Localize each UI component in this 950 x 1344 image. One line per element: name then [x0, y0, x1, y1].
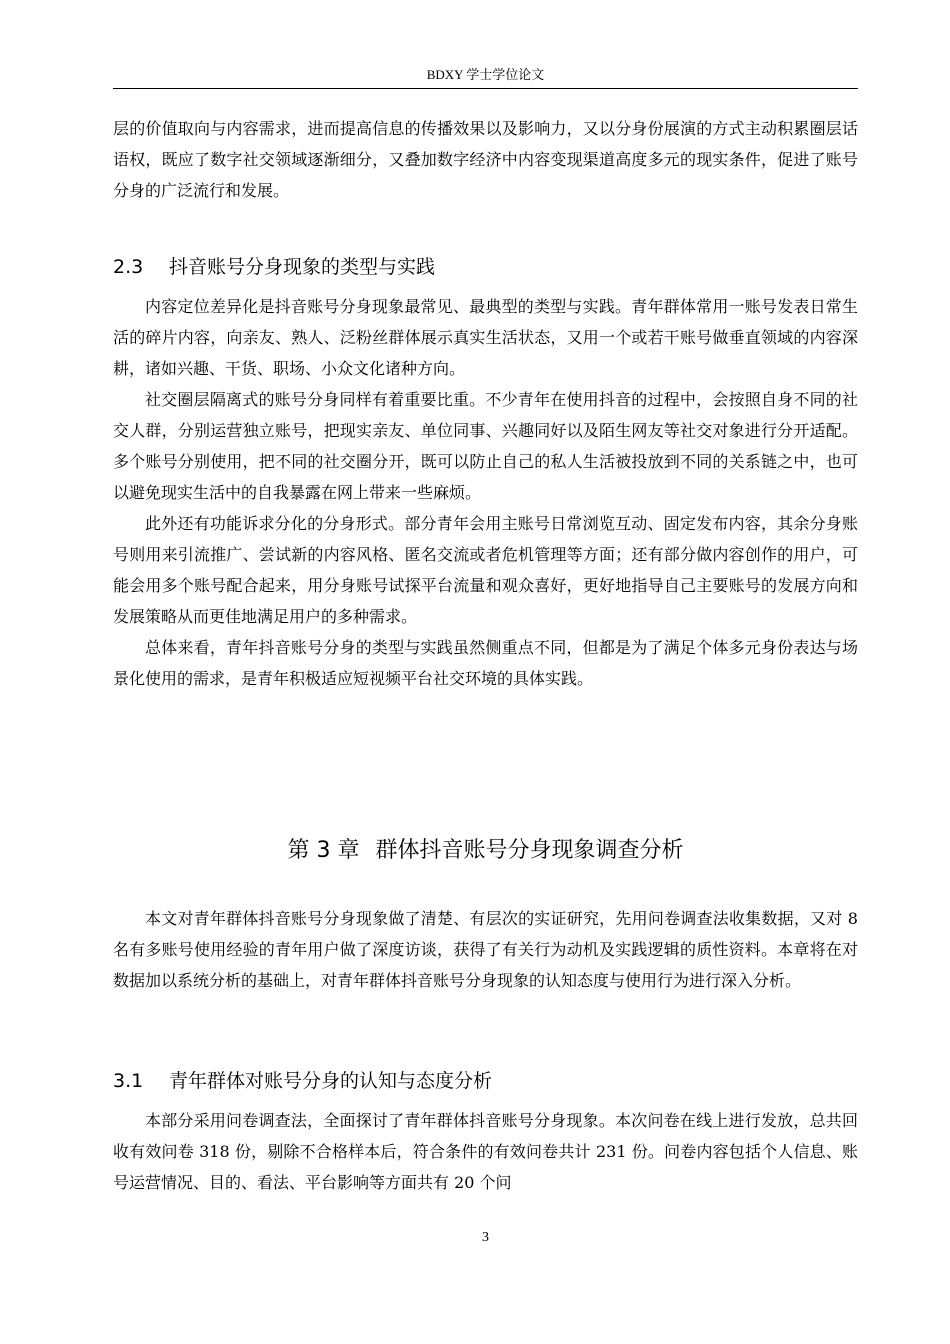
- section-heading-3-1: [113, 1068, 492, 1094]
- running-header: BDXY 学士学位论文: [426, 67, 545, 82]
- chapter-title: 群体抖音账号分身现象调查分析: [375, 838, 684, 863]
- chapter-heading: [113, 836, 858, 866]
- header-rule: [113, 88, 858, 89]
- section-heading-2-3: [113, 254, 435, 280]
- section-number: 2.3: [113, 256, 144, 278]
- paragraph: 内容定位差异化是抖音账号分身现象最常见、最典型的类型与实践。青年群体常用一账号发表日常生活的碎片内容，向亲友、熟人、泛粉丝群体展示真实生活状态，又用一个或若干账号做垂直领域的内容深耕，诸如兴趣、干货、职场、小众文化诸种方向。: [113, 297, 858, 378]
- page-number: 3: [482, 1230, 489, 1245]
- paragraph: 社交圈层隔离式的账号分身同样有着重要比重。不少青年在使用抖音的过程中，会按照自身不同的社交人群，分别运营独立账号，把现实亲友、单位同事、兴趣同好以及陌生网友等社交对象进行分开适配。多个账号分别使用，把不同的社交圈分开，既可以防止自己的私人生活被投放到不同的关系链之中，也可以避免现实生活中的自我暴露在网上带来一些麻烦。: [113, 390, 858, 502]
- intro-continuation-block: [113, 113, 858, 206]
- paragraph: 总体来看，青年抖音账号分身的类型与实践虽然侧重点不同，但都是为了满足个体多元身份表达与场景化使用的需求，是青年积极适应短视频平台社交环境的具体实践。: [113, 638, 858, 688]
- paragraph: 本部分采用问卷调查法，全面探讨了青年群体抖音账号分身现象。本次问卷在线上进行发放，总共回收有效问卷 318 份，剔除不合格样本后，符合条件的有效问卷共计 231 份。问卷内容包括个人信息、账号运营情况、目的、看法、平台影响等方面共有 20 个问: [113, 1111, 858, 1192]
- section-number: 3.1: [113, 1070, 144, 1092]
- section-title: 青年群体对账号分身的认知与态度分析: [169, 1070, 493, 1092]
- paragraph: 此外还有功能诉求分化的分身形式。部分青年会用主账号日常浏览互动、固定发布内容，其余分身账号则用来引流推广、尝试新的内容风格、匿名交流或者危机管理等方面；还有部分做内容创作的用户，可能会用多个账号配合起来，用分身账号试探平台流量和观众喜好，更好地指导自己主要账号的发展方向和发展策略从而更佳地满足用户的多种需求。: [113, 514, 858, 626]
- paragraph: 本文对青年群体抖音账号分身现象做了清楚、有层次的实证研究，先用问卷调查法收集数据，又对 8 名有多账号使用经验的青年用户做了深度访谈，获得了有关行为动机及实践逻辑的质性资料。本章将在对数据加以系统分析的基础上，对青年群体抖音账号分身现象的认知态度与使用行为进行深入分析。: [113, 909, 858, 990]
- section-3-1-body: [113, 1105, 858, 1198]
- section-2-3-body: [113, 291, 858, 694]
- section-title: 抖音账号分身现象的类型与实践: [169, 256, 436, 278]
- chapter-number: 第 3 章: [287, 838, 360, 863]
- chapter-3-intro: [113, 903, 858, 996]
- paragraph: 层的价值取向与内容需求，进而提高信息的传播效果以及影响力，又以分身份展演的方式主动积累圈层话语权，既应了数字社交领域逐渐细分，又叠加数字经济中内容变现渠道高度多元的现实条件，促进了账号分身的广泛流行和发展。: [113, 119, 858, 200]
